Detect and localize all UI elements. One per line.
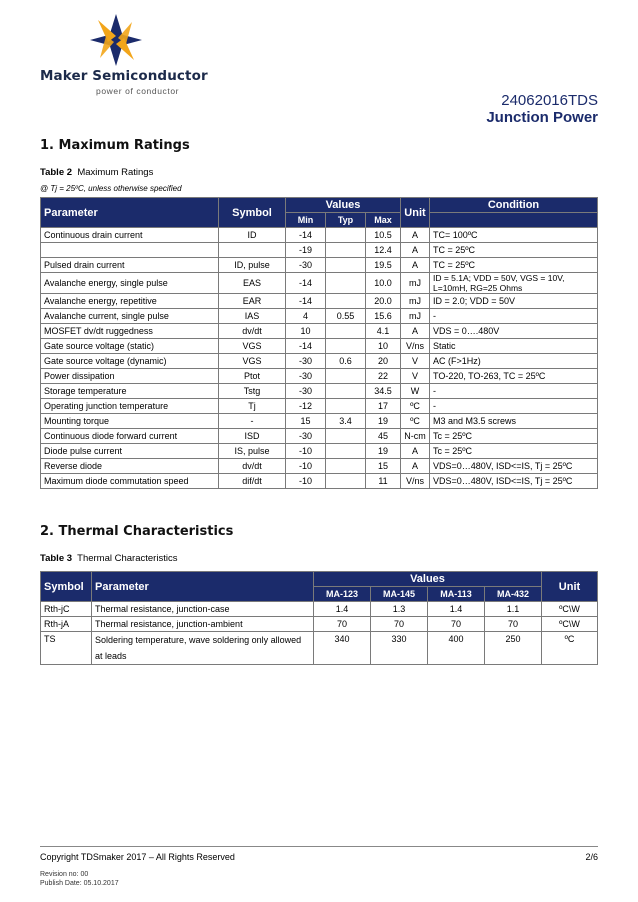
condition-cell: VDS=0…480V, ISD<=IS, Tj = 25ºC <box>430 474 598 489</box>
max-cell: 19 <box>366 414 401 429</box>
table3-caption: Table 3 Thermal Characteristics <box>40 553 178 564</box>
param-cell: Thermal resistance, junction-case <box>92 602 314 617</box>
section-title-maximum-ratings: 1. Maximum Ratings <box>40 138 190 153</box>
typ-cell <box>326 369 366 384</box>
typ-cell <box>326 294 366 309</box>
conditions-note: @ Tj = 25ºC, unless otherwise specified <box>40 184 182 193</box>
typ-cell <box>326 459 366 474</box>
brand-name: Maker Semiconductor <box>40 68 208 84</box>
table-row <box>41 602 598 617</box>
typ-cell <box>326 258 366 273</box>
typ-cell <box>326 474 366 489</box>
revision-info <box>40 870 119 888</box>
min-cell: -10 <box>286 444 326 459</box>
typ-cell <box>326 228 366 243</box>
max-cell: 20.0 <box>366 294 401 309</box>
condition-cell: - <box>430 399 598 414</box>
table-row <box>41 324 598 339</box>
th3-unit: Unit <box>542 572 598 602</box>
table-row <box>41 339 598 354</box>
header-values: Values <box>286 198 401 213</box>
table-row <box>41 444 598 459</box>
company-logo-icon <box>86 14 146 66</box>
param-cell: Thermal resistance, junction-ambient <box>92 617 314 632</box>
product-name: Junction Power <box>486 109 598 126</box>
param-cell: Continuous diode forward current <box>41 429 219 444</box>
param-cell: Pulsed drain current <box>41 258 219 273</box>
param-cell: Reverse diode <box>41 459 219 474</box>
condition-cell: TC= 100ºC <box>430 228 598 243</box>
symbol-cell: dv/dt <box>219 459 286 474</box>
header-max: Max <box>366 213 401 228</box>
condition-cell: Static <box>430 339 598 354</box>
param-cell <box>41 243 219 258</box>
th3-col-ma-123: MA-123 <box>314 587 371 602</box>
unit-cell: ºC <box>542 632 598 665</box>
unit-cell: ºC\W <box>542 602 598 617</box>
unit-cell: A <box>401 459 430 474</box>
param-cell: Operating junction temperature <box>41 399 219 414</box>
table-row <box>41 632 598 665</box>
typ-cell: 0.55 <box>326 309 366 324</box>
param-cell: Continuous drain current <box>41 228 219 243</box>
max-cell: 45 <box>366 429 401 444</box>
table-row <box>41 258 598 273</box>
unit-cell: V/ns <box>401 474 430 489</box>
symbol-cell: IAS <box>219 309 286 324</box>
param-cell: Mounting torque <box>41 414 219 429</box>
page-number: 2/6 <box>585 852 598 862</box>
param-cell: Soldering temperature, wave soldering only allowed at leads <box>92 632 314 665</box>
min-cell: -10 <box>286 474 326 489</box>
typ-cell: 0.6 <box>326 354 366 369</box>
typ-cell <box>326 384 366 399</box>
symbol-cell: IS, pulse <box>219 444 286 459</box>
param-cell: Maximum diode commutation speed <box>41 474 219 489</box>
brand-tagline: power of conductor <box>96 86 180 96</box>
min-cell: -14 <box>286 339 326 354</box>
table-row <box>41 243 598 258</box>
table-row <box>41 369 598 384</box>
unit-cell: A <box>401 258 430 273</box>
param-cell: Gate source voltage (static) <box>41 339 219 354</box>
symbol-cell: Tstg <box>219 384 286 399</box>
typ-cell <box>326 444 366 459</box>
section-title-thermal: 2. Thermal Characteristics <box>40 524 234 539</box>
max-cell: 19.5 <box>366 258 401 273</box>
symbol-cell: Ptot <box>219 369 286 384</box>
min-cell: -14 <box>286 273 326 294</box>
condition-cell: ID = 2.0; VDD = 50V <box>430 294 598 309</box>
max-cell: 22 <box>366 369 401 384</box>
value-cell: 70 <box>314 617 371 632</box>
table-row <box>41 459 598 474</box>
value-cell: 1.1 <box>485 602 542 617</box>
param-cell: Avalanche current, single pulse <box>41 309 219 324</box>
max-cell: 19 <box>366 444 401 459</box>
unit-cell: A <box>401 444 430 459</box>
th3-parameter: Parameter <box>92 572 314 602</box>
maximum-ratings-table <box>40 197 598 489</box>
value-cell: 1.4 <box>428 602 485 617</box>
table-row <box>41 399 598 414</box>
table2-caption: Table 2 Maximum Ratings <box>40 167 154 178</box>
symbol-cell: VGS <box>219 339 286 354</box>
unit-cell: ºC <box>401 414 430 429</box>
min-cell: -30 <box>286 384 326 399</box>
param-cell: MOSFET dv/dt ruggedness <box>41 324 219 339</box>
table-row <box>41 414 598 429</box>
max-cell: 15 <box>366 459 401 474</box>
table-row <box>41 273 598 294</box>
unit-cell: ºC\W <box>542 617 598 632</box>
typ-cell <box>326 324 366 339</box>
min-cell: -30 <box>286 429 326 444</box>
document-id: 24062016TDS <box>501 92 598 109</box>
symbol-cell: Rth-jA <box>41 617 92 632</box>
min-cell: -14 <box>286 228 326 243</box>
typ-cell <box>326 399 366 414</box>
unit-cell: V <box>401 354 430 369</box>
footer-divider <box>40 846 598 847</box>
copyright-text: Copyright TDSmaker 2017 – All Rights Reserved <box>40 852 235 862</box>
header-typ: Typ <box>326 213 366 228</box>
min-cell: -30 <box>286 354 326 369</box>
param-cell: Storage temperature <box>41 384 219 399</box>
condition-cell: Tc = 25ºC <box>430 444 598 459</box>
min-cell: 10 <box>286 324 326 339</box>
th3-col-ma-145: MA-145 <box>371 587 428 602</box>
table-row <box>41 474 598 489</box>
value-cell: 70 <box>371 617 428 632</box>
typ-cell <box>326 243 366 258</box>
header-symbol: Symbol <box>219 198 286 228</box>
publish-date: Publish Date: 05.10.2017 <box>40 880 119 887</box>
table-row <box>41 354 598 369</box>
thermal-characteristics-table <box>40 571 598 665</box>
min-cell: 15 <box>286 414 326 429</box>
value-cell: 1.3 <box>371 602 428 617</box>
symbol-cell: ISD <box>219 429 286 444</box>
min-cell: -30 <box>286 258 326 273</box>
unit-cell: W <box>401 384 430 399</box>
max-cell: 10.0 <box>366 273 401 294</box>
max-cell: 12.4 <box>366 243 401 258</box>
unit-cell: V <box>401 369 430 384</box>
min-cell: -10 <box>286 459 326 474</box>
condition-cell: Tc = 25ºC <box>430 429 598 444</box>
max-cell: 11 <box>366 474 401 489</box>
unit-cell: V/ns <box>401 339 430 354</box>
th3-values: Values <box>314 572 542 587</box>
symbol-cell: dif/dt <box>219 474 286 489</box>
typ-cell <box>326 429 366 444</box>
unit-cell: mJ <box>401 273 430 294</box>
typ-cell: 3.4 <box>326 414 366 429</box>
max-cell: 15.6 <box>366 309 401 324</box>
unit-cell: mJ <box>401 309 430 324</box>
symbol-cell <box>219 243 286 258</box>
param-cell: Avalanche energy, single pulse <box>41 273 219 294</box>
max-cell: 4.1 <box>366 324 401 339</box>
value-cell: 70 <box>485 617 542 632</box>
table-row <box>41 429 598 444</box>
symbol-cell: EAR <box>219 294 286 309</box>
typ-cell <box>326 339 366 354</box>
condition-cell: AC (F>1Hz) <box>430 354 598 369</box>
max-cell: 34.5 <box>366 384 401 399</box>
min-cell: -19 <box>286 243 326 258</box>
value-cell: 70 <box>428 617 485 632</box>
condition-cell: - <box>430 384 598 399</box>
max-cell: 10 <box>366 339 401 354</box>
header-condition: Condition <box>430 198 598 213</box>
th3-symbol: Symbol <box>41 572 92 602</box>
header-min: Min <box>286 213 326 228</box>
min-cell: 4 <box>286 309 326 324</box>
header-unit: Unit <box>401 198 430 228</box>
max-cell: 17 <box>366 399 401 414</box>
table-row <box>41 228 598 243</box>
value-cell: 400 <box>428 632 485 665</box>
unit-cell: A <box>401 324 430 339</box>
symbol-cell: EAS <box>219 273 286 294</box>
symbol-cell: Tj <box>219 399 286 414</box>
table-row <box>41 294 598 309</box>
table-row <box>41 617 598 632</box>
condition-cell: TC = 25ºC <box>430 243 598 258</box>
table-row <box>41 384 598 399</box>
typ-cell <box>326 273 366 294</box>
unit-cell: ºC <box>401 399 430 414</box>
condition-cell: TO-220, TO-263, TC = 25ºC <box>430 369 598 384</box>
param-cell: Gate source voltage (dynamic) <box>41 354 219 369</box>
condition-cell: M3 and M3.5 screws <box>430 414 598 429</box>
condition-cell: TC = 25ºC <box>430 258 598 273</box>
unit-cell: A <box>401 243 430 258</box>
param-cell: Diode pulse current <box>41 444 219 459</box>
symbol-cell: TS <box>41 632 92 665</box>
symbol-cell: ID, pulse <box>219 258 286 273</box>
header-parameter: Parameter <box>41 198 219 228</box>
min-cell: -12 <box>286 399 326 414</box>
condition-cell: VDS=0…480V, ISD<=IS, Tj = 25ºC <box>430 459 598 474</box>
max-cell: 20 <box>366 354 401 369</box>
unit-cell: N-cm <box>401 429 430 444</box>
value-cell: 340 <box>314 632 371 665</box>
value-cell: 250 <box>485 632 542 665</box>
header-condition-sub <box>430 213 598 228</box>
unit-cell: A <box>401 228 430 243</box>
condition-cell: - <box>430 309 598 324</box>
symbol-cell: Rth-jC <box>41 602 92 617</box>
min-cell: -14 <box>286 294 326 309</box>
symbol-cell: VGS <box>219 354 286 369</box>
revision-number: Revision no: 00 <box>40 871 89 878</box>
value-cell: 330 <box>371 632 428 665</box>
symbol-cell: - <box>219 414 286 429</box>
unit-cell: mJ <box>401 294 430 309</box>
min-cell: -30 <box>286 369 326 384</box>
th3-col-ma-432: MA-432 <box>485 587 542 602</box>
param-cell: Power dissipation <box>41 369 219 384</box>
table-row <box>41 309 598 324</box>
value-cell: 1.4 <box>314 602 371 617</box>
symbol-cell: ID <box>219 228 286 243</box>
condition-cell: ID = 5.1A; VDD = 50V, VGS = 10V, L=10mH, RG=25 Ohms <box>430 273 598 294</box>
condition-cell: VDS = 0….480V <box>430 324 598 339</box>
max-cell: 10.5 <box>366 228 401 243</box>
param-cell: Avalanche energy, repetitive <box>41 294 219 309</box>
symbol-cell: dv/dt <box>219 324 286 339</box>
th3-col-ma-113: MA-113 <box>428 587 485 602</box>
